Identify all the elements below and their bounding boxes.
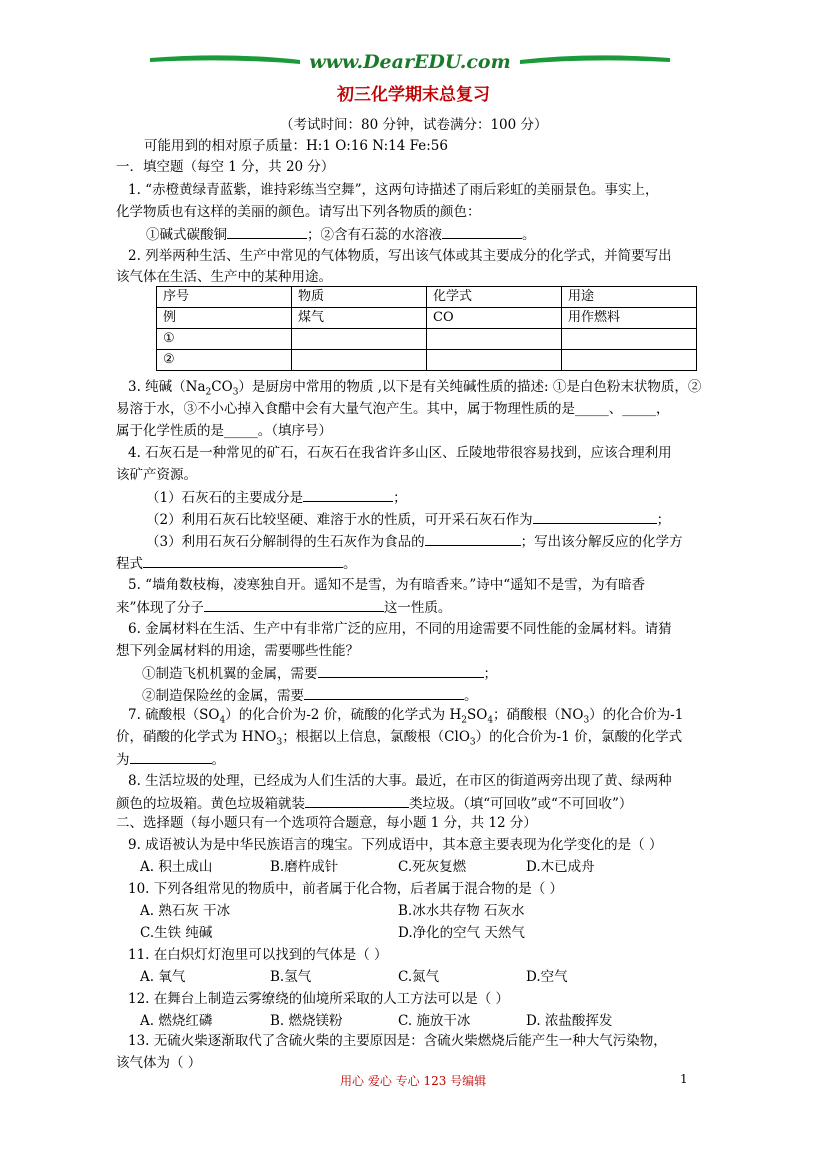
q6-line3: ①制造飞机机翼的金属，需要 ；: [142, 666, 497, 682]
q8-line2: 颜色的垃圾箱。黄色垃圾箱就装 类垃圾。（填“可回收”或“不可回收”）: [116, 796, 633, 812]
q4-line1: 4. 石灰石是一种常见的矿石，石灰石在我省许多山区、丘陵地带很容易找到，应该合理利用: [128, 445, 672, 461]
page-number: 1: [680, 1072, 688, 1086]
q6-line2: 想下列金属材料的用途，需要哪些性能？: [116, 643, 359, 659]
q10-option[interactable]: C.生铁 纯碱: [140, 925, 213, 941]
table-cell: ①: [157, 329, 292, 350]
atomic-masses: 可能用到的相对原子质量：H:1 O:16 N:14 Fe:56: [144, 138, 448, 154]
q11-option[interactable]: B.氢气: [270, 969, 312, 985]
answer-blank[interactable]: [318, 664, 484, 678]
q10-option[interactable]: A. 熟石灰 干冰: [140, 903, 231, 919]
q6-line4: ②制造保险丝的金属，需要 。: [142, 688, 478, 704]
q9-stem: 9. 成语被认为是中华民族语言的瑰宝。下列成语中，其本意主要表现为化学变化的是（ ）: [128, 837, 663, 853]
table-cell[interactable]: [292, 350, 427, 371]
table-cell[interactable]: [427, 329, 562, 350]
table-cell: 例: [157, 308, 292, 329]
table-cell[interactable]: [562, 329, 697, 350]
table-cell: ②: [157, 350, 292, 371]
q13-line2: 该气体为（ ）: [116, 1055, 202, 1071]
q1-line3: ①碱式碳酸铜 ；②含有石蕊的水溶液 。: [146, 227, 536, 243]
table-cell: 物质: [292, 287, 427, 308]
table-cell: 化学式: [427, 287, 562, 308]
q4-line3: （1）石灰石的主要成分是 ；: [146, 490, 407, 506]
q8-line1: 8. 生活垃圾的处理，已经成为人们生活的大事。最近，在市区的街道两旁出现了黄、绿两种: [128, 773, 672, 789]
table-row: [157, 350, 697, 371]
q7-line1: 7. 硫酸根$(SO_4)$的化合价为-2 价，硫酸的化学式为 $H_2SO_4$；硝酸根$(NO_3)$的化合价为-1: [128, 707, 684, 726]
logo-text: www.DearEDU.com: [309, 51, 511, 73]
table-row: [157, 329, 697, 350]
q9-option[interactable]: D.木已成舟: [526, 859, 595, 875]
q12-option[interactable]: B. 燃烧镁粉: [270, 1013, 343, 1029]
section2-heading: 二、选择题（每小题只有一个选项符合题意，每小题 1 分，共 12 分）: [116, 815, 537, 831]
answer-blank[interactable]: [304, 686, 464, 700]
answer-blank[interactable]: [204, 598, 384, 612]
q7-line2: 价，硝酸的化学式为 $HNO_3$；根据以上信息，氯酸根（ClO$_3$）的化合价为-1 价，氯酸的化学式: [116, 729, 683, 748]
answer-blank[interactable]: [227, 225, 307, 239]
footer-text: 用心 爱心 专心 123 号编辑: [340, 1074, 487, 1088]
q2-line2: 该气体在生活、生产中的某种用途。: [116, 269, 332, 285]
q11-option[interactable]: D.空气: [526, 969, 568, 985]
table-cell: 用途: [562, 287, 697, 308]
exam-info: （考试时间：80 分钟，试卷满分：100 分）: [280, 117, 548, 133]
q1-line1: 1. “赤橙黄绿青蓝紫，谁持彩练当空舞”，这两句诗描述了雨后彩虹的美丽景色。事实上，: [128, 182, 659, 198]
answer-blank[interactable]: [425, 532, 521, 546]
q4-line2: 该矿产资源。: [116, 467, 197, 483]
table-row: [157, 308, 697, 329]
q3-line3: 属于化学性质的是_____。（填序号）: [116, 423, 332, 439]
q9-option[interactable]: B.磨杵成针: [270, 859, 339, 875]
q4-line6: 程式 。: [116, 556, 357, 572]
q4-line4: （2）利用石灰石比较坚硬、难溶于水的性质，可开采石灰石作为 ；: [146, 512, 671, 528]
q10-stem: 10. 下列各组常见的物质中，前者属于化合物，后者属于混合物的是（ ）: [128, 881, 564, 897]
q5-line2: 来”体现了分子 这一性质。: [116, 600, 452, 616]
table-row: [157, 287, 697, 308]
table-cell[interactable]: [562, 350, 697, 371]
answer-blank[interactable]: [303, 488, 393, 502]
table-cell: 序号: [157, 287, 292, 308]
table-cell: 煤气: [292, 308, 427, 329]
answer-blank[interactable]: [533, 510, 657, 524]
q10-option[interactable]: D.净化的空气 天然气: [398, 925, 525, 941]
q9-option[interactable]: A. 积土成山: [140, 859, 213, 875]
q10-option[interactable]: B.冰水共存物 石灰水: [398, 903, 525, 919]
q11-stem: 11. 在白炽灯灯泡里可以找到的气体是（ ）: [128, 947, 388, 963]
q13-line1: 13. 无硫火柴逐渐取代了含硫火柴的主要原因是：含硫火柴燃烧后能产生一种大气污染物，: [128, 1033, 667, 1049]
table-cell[interactable]: [427, 350, 562, 371]
q5-line1: 5. “墙角数枝梅，凌寒独自开。遥知不是雪，为有暗香来。”诗中“遥知不是雪，为有暗香: [128, 577, 646, 593]
q12-option[interactable]: D. 浓盐酸挥发: [526, 1013, 613, 1029]
q1-line2: 化学物质也有这样的美丽的颜色。请写出下列各物质的颜色：: [116, 204, 481, 220]
dearedu-logo: [150, 48, 670, 78]
q11-option[interactable]: A. 氧气: [140, 969, 186, 985]
q3-line2: 易溶于水，③不小心掉入食醋中会有大量气泡产生。其中，属于物理性质的是_____、_____，: [116, 401, 670, 417]
q6-line1: 6. 金属材料在生活、生产中有非常广泛的应用，不同的用途需要不同性能的金属材料。请猜: [128, 621, 672, 637]
q12-option[interactable]: A. 燃烧红磷: [140, 1013, 213, 1029]
q12-stem: 12. 在舞台上制造云雾缭绕的仙境所采取的人工方法可以是（ ）: [128, 991, 510, 1007]
q7-line3: 为 。: [116, 752, 225, 768]
q9-option[interactable]: C.死灰复燃: [398, 859, 467, 875]
q4-line5: （3）利用石灰石分解制得的生石灰作为食品的 ；写出该分解反应的化学方: [146, 534, 683, 550]
page-title: 初三化学期末总复习: [337, 85, 490, 105]
q12-option[interactable]: C. 施放干冰: [398, 1013, 471, 1029]
answer-blank[interactable]: [130, 750, 212, 764]
table-cell: 用作燃料: [562, 308, 697, 329]
table-cell: CO: [427, 308, 562, 329]
gas-table: [156, 286, 697, 371]
answer-blank[interactable]: [442, 225, 522, 239]
section1-heading: 一．填空题（每空 1 分，共 20 分）: [116, 159, 335, 175]
answer-blank[interactable]: [143, 554, 343, 568]
q11-option[interactable]: C.氮气: [398, 969, 440, 985]
q3-line1: 3. 纯碱$(Na_2CO_3)$是厨房中常用的物质 ,以下是有关纯碱性质的描述: ①是白色粉末状物质，②: [128, 379, 702, 398]
answer-blank[interactable]: [305, 794, 409, 808]
q2-line1: 2. 列举两种生活、生产中常见的气体物质，写出该气体或其主要成分的化学式，并简要写出: [128, 248, 672, 264]
table-cell[interactable]: [292, 329, 427, 350]
